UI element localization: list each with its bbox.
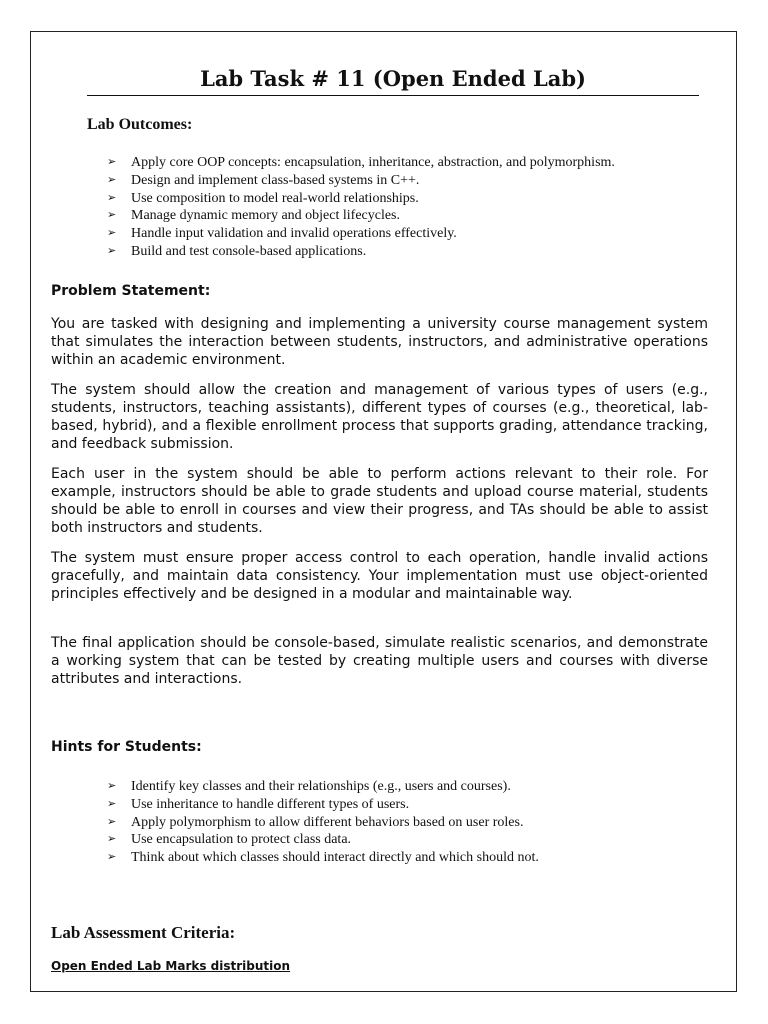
list-item: ➢ Apply polymorphism to allow different behaviors based on user roles. bbox=[107, 814, 524, 830]
arrow-bullet-icon: ➢ bbox=[107, 191, 117, 204]
arrow-bullet-icon: ➢ bbox=[107, 833, 117, 846]
list-item: ➢ Design and implement class-based systems in C++. bbox=[107, 172, 420, 188]
arrow-bullet-icon: ➢ bbox=[107, 156, 117, 168]
problem-paragraph-5: The final application should be console-based, simulate realistic scenarios, and demonstrate a working system that can be tested by creating multiple users and courses with diverse attributes and interactions. bbox=[51, 635, 708, 687]
list-item: ➢ Apply core OOP concepts: encapsulation, inheritance, abstraction, and polymorphism. bbox=[107, 155, 615, 170]
marks-distribution-subheading: Open Ended Lab Marks distribution bbox=[51, 959, 291, 973]
problem-paragraph-2: The system should allow the creation and management of various types of users (e.g., students, instructors, teaching assistants), different types of courses (e.g., theoretical, lab-based, hybrid), and a flexible enrollment process that supports grading, attendance tracking, and feedback submission. bbox=[51, 382, 708, 452]
lab-outcomes-heading: Lab Outcomes: bbox=[87, 116, 193, 133]
arrow-bullet-icon: ➢ bbox=[107, 780, 117, 792]
hints-heading: Hints for Students: bbox=[51, 739, 202, 755]
arrow-bullet-icon: ➢ bbox=[107, 209, 117, 222]
list-item: ➢ Use inheritance to handle different types of users. bbox=[107, 796, 410, 812]
problem-paragraph-1: You are tasked with designing and implementing a university course management system that simulates the interaction between students, instructors, and administrative operations within an academic environment. bbox=[51, 316, 708, 368]
assessment-heading: Lab Assessment Criteria: bbox=[51, 923, 236, 942]
problem-paragraph-3: Each user in the system should be able to perform actions relevant to their role. For example, instructors should be able to grade students and upload course material, students should be able to enroll in courses and view their progress, and TAs should be able to assist both instructors and students. bbox=[51, 466, 708, 536]
problem-paragraph-4: The system must ensure proper access control to each operation, handle invalid actions gracefully, and maintain data consistency. Your implementation must use object-oriented principles effectively and be designed in a modular and maintainable way. bbox=[51, 550, 708, 602]
arrow-bullet-icon: ➢ bbox=[107, 815, 117, 828]
list-item: ➢ Handle input validation and invalid operations effectively. bbox=[107, 226, 457, 242]
hints-list bbox=[107, 778, 539, 867]
list-item: ➢ Build and test console-based applications. bbox=[107, 243, 367, 259]
arrow-bullet-icon: ➢ bbox=[107, 244, 117, 257]
arrow-bullet-icon: ➢ bbox=[107, 797, 117, 810]
list-item: ➢ Identify key classes and their relationships (e.g., users and courses). bbox=[107, 779, 511, 794]
page-title: Lab Task # 11 (Open Ended Lab) bbox=[87, 66, 699, 96]
arrow-bullet-icon: ➢ bbox=[107, 227, 117, 240]
list-item: ➢ Use composition to model real-world relationships. bbox=[107, 190, 419, 206]
lab-outcomes-list bbox=[107, 154, 615, 261]
arrow-bullet-icon: ➢ bbox=[107, 851, 117, 864]
problem-statement-heading: Problem Statement: bbox=[51, 283, 211, 299]
list-item: ➢ Use encapsulation to protect class data. bbox=[107, 832, 352, 848]
arrow-bullet-icon: ➢ bbox=[107, 173, 117, 186]
list-item: ➢ Think about which classes should interact directly and which should not. bbox=[107, 850, 539, 866]
list-item: ➢ Manage dynamic memory and object lifecycles. bbox=[107, 208, 401, 224]
